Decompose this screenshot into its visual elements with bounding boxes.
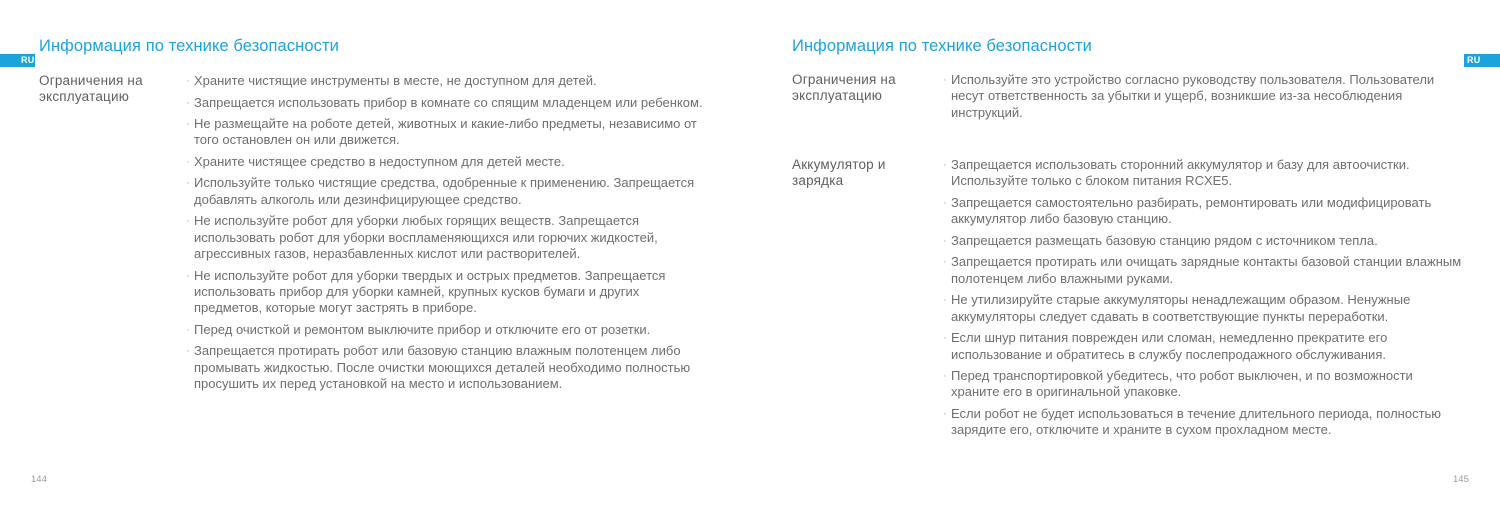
list-item: · Если шнур питания поврежден или сломан, немедленно прекратите его использование и обратитесь в службу послепродажного обслуживания. — [943, 330, 1388, 362]
bullet-icon: · — [186, 96, 190, 109]
bullet-list — [186, 73, 706, 398]
list-item: · Храните чистящее средство в недоступном для детей месте. — [186, 153, 565, 169]
right-page — [750, 0, 1500, 515]
language-tab: RU — [0, 54, 35, 67]
language-tab: RU — [1464, 54, 1500, 67]
bullet-icon: · — [943, 256, 947, 269]
bullet-icon: · — [943, 332, 947, 345]
bullet-icon: · — [186, 118, 190, 130]
section-label: Ограничения на эксплуатацию — [39, 73, 143, 104]
bullet-icon: · — [943, 234, 947, 247]
bullet-icon: · — [186, 345, 190, 358]
bullet-icon: · — [943, 196, 947, 209]
list-item: · Запрещается самостоятельно разбирать, ремонтировать или модифицировать аккумулятор либо базовую станцию. — [943, 194, 1432, 227]
list-item: · Запрещается использовать прибор в комнате со спящим младенцем или ребенком. — [186, 94, 703, 110]
bullet-icon: · — [943, 407, 947, 420]
list-item: · Запрещается размещать базовую станцию рядом с источником тепла. — [943, 232, 1378, 248]
bullet-icon: · — [186, 215, 190, 228]
bullet-icon: · — [186, 177, 190, 190]
bullet-icon: · — [943, 370, 947, 383]
list-item: · Не утилизируйте старые аккумуляторы ненадлежащим образом. Ненужные аккумуляторы следует сдавать в соответствующие пункты переработки. — [943, 292, 1411, 324]
list-item: · Запрещается протирать или очищать зарядные контакты базовой станции влажным полотенцем либо влажными руками. — [943, 254, 1462, 286]
bullet-list — [943, 72, 1463, 126]
bullet-icon: · — [943, 294, 947, 307]
bullet-icon: · — [186, 75, 190, 87]
list-item: · Запрещается использовать сторонний аккумулятор и базу для автоочистки. Используйте только с блоком питания RCXE5. — [943, 157, 1410, 189]
page-title: Информация по технике безопасности — [792, 37, 1092, 55]
list-item: · Перед транспортировкой убедитесь, что робот выключен, и по возможности храните его в оригинальной упаковке. — [943, 368, 1413, 400]
page-title: Информация по технике безопасности — [39, 37, 339, 55]
list-item: · Используйте это устройство согласно руководству пользователя. Пользователи несут ответственность за убытки и ущерб, возникшие из-за несоблюдения инструкций. — [943, 72, 1435, 120]
list-item: · Если робот не будет использоваться в течение длительного периода, полностью зарядите его, отключите и храните в сухом прохладном месте. — [943, 405, 1442, 438]
section-label: Аккумулятор и зарядка — [792, 157, 886, 188]
list-item: · Храните чистящие инструменты в месте, не доступном для детей. — [186, 73, 597, 88]
bullet-icon: · — [943, 74, 947, 86]
list-item: · Не используйте робот для уборки твердых и острых предметов. Запрещается использовать прибор для уборки камней, крупных кусков бумаги и других предметов, которые могут застрять в приборе. — [186, 267, 666, 316]
list-item: · Запрещается протирать робот или базовую станцию влажным полотенцем либо промывать жидкостью. После очистки моющихся деталей необходимо полностью просушить их перед установкой на место и использованием. — [186, 343, 691, 392]
bullet-list — [943, 157, 1463, 444]
bullet-icon: · — [186, 155, 190, 168]
bullet-icon: · — [943, 159, 947, 171]
list-item: · Не используйте робот для уборки любых горящих веществ. Запрещается использовать робот для уборки воспламеняющихся или горючих жидкостей, агрессивных газов, неразбавленных кислот или растворителей. — [186, 213, 658, 262]
bullet-icon: · — [186, 269, 190, 282]
list-item: · Не размещайте на роботе детей, животных и какие-либо предметы, независимо от того остановлен он или движется. — [186, 116, 697, 148]
list-item: · Используйте только чистящие средства, одобренные к применению. Запрещается добавлять алкоголь или дезинфицирующее средство. — [186, 175, 695, 207]
list-item: · Перед очисткой и ремонтом выключите прибор и отключите его от розетки. — [186, 321, 651, 337]
page-number: 145 — [1453, 474, 1469, 485]
page-number: 144 — [31, 474, 47, 485]
section-label: Ограничения на эксплуатацию — [792, 72, 896, 103]
bullet-icon: · — [186, 323, 190, 336]
